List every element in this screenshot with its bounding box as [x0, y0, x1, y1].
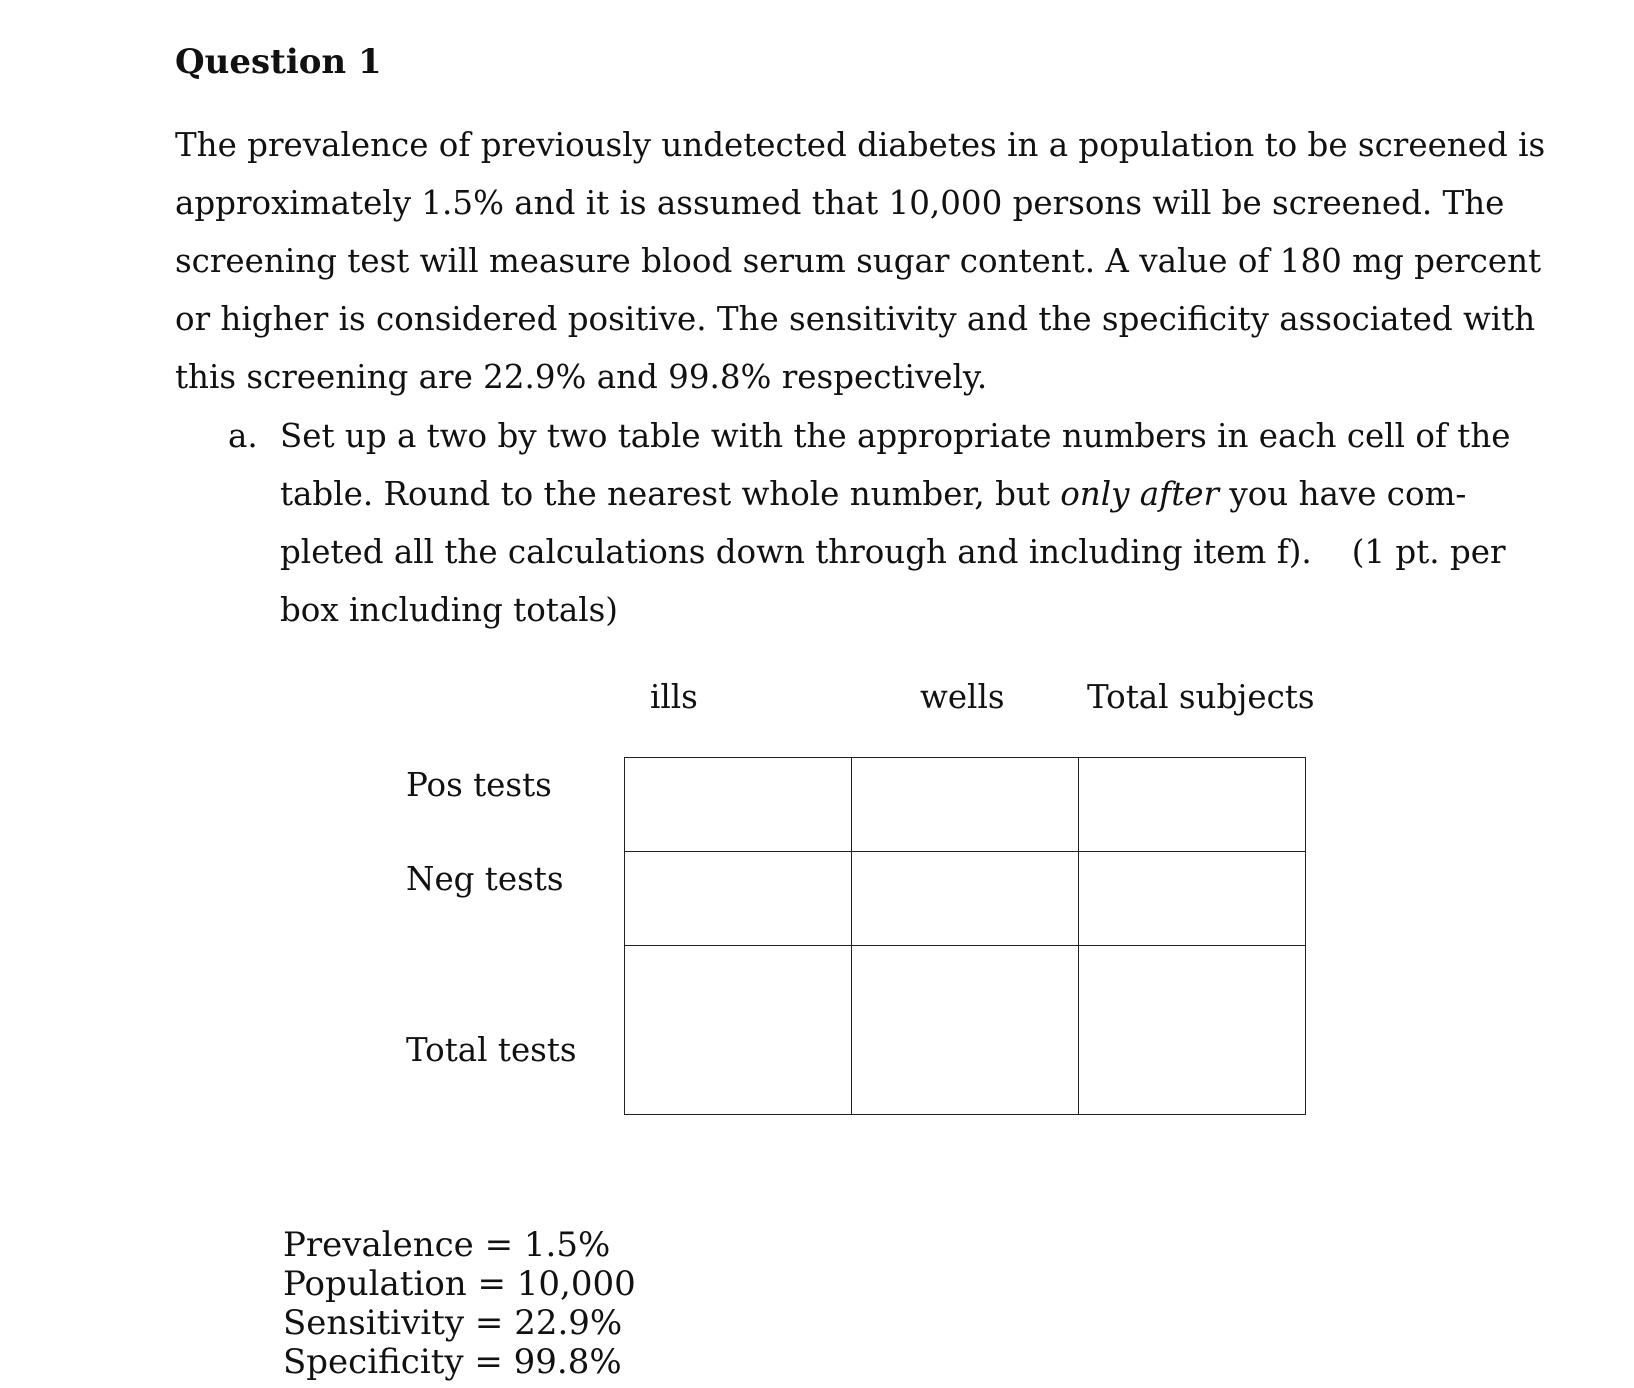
- table-row: [625, 758, 1306, 852]
- item-a-line-2-start: table. Round to the nearest whole number, but: [280, 475, 1061, 513]
- item-a-marker: a.: [228, 417, 258, 455]
- item-a-text: [280, 407, 1580, 639]
- item-a-line-1: Set up a two by two table with the appropriate numbers in each cell of the: [280, 417, 1511, 455]
- cell-neg-wells: [852, 852, 1079, 946]
- row-label-total-tests: Total tests: [406, 1031, 577, 1069]
- column-header-ills: ills: [650, 678, 698, 716]
- cell-pos-total: [1079, 758, 1306, 852]
- item-a-points: (1 pt. per: [1351, 533, 1506, 571]
- intro-line: approximately 1.5% and it is assumed that 10,000 persons will be screened. The: [175, 184, 1505, 222]
- row-label-neg-tests: Neg tests: [406, 860, 564, 898]
- column-header-total-subjects: Total subjects: [1087, 678, 1315, 716]
- given-population: Population = 10,000: [283, 1264, 636, 1304]
- given-prevalence: Prevalence = 1.5%: [283, 1225, 611, 1265]
- table-row: [625, 946, 1306, 1115]
- column-header-wells: wells: [920, 678, 1005, 716]
- cell-pos-ills: [625, 758, 852, 852]
- two-by-two-table: [624, 757, 1306, 1115]
- cell-total-wells: [852, 946, 1079, 1115]
- table-row: [625, 852, 1306, 946]
- item-a-line-2: [280, 465, 1580, 523]
- given-specificity: Specificity = 99.8%: [283, 1342, 622, 1382]
- item-a-emphasis: only after: [1060, 475, 1220, 513]
- intro-line: or higher is considered positive. The sensitivity and the specificity associated with: [175, 300, 1536, 338]
- item-a-line-3-text: pleted all the calculations down through and including item f).: [280, 533, 1312, 571]
- row-label-pos-tests: Pos tests: [406, 766, 552, 804]
- given-values: [283, 1226, 636, 1382]
- cell-pos-wells: [852, 758, 1079, 852]
- question-title: Question 1: [175, 42, 382, 82]
- cell-total-ills: [625, 946, 852, 1115]
- item-a-line-2-end: you have com-: [1219, 475, 1467, 513]
- intro-line: screening test will measure blood serum sugar content. A value of 180 mg percent: [175, 242, 1542, 280]
- item-a-line-3: [280, 523, 1580, 581]
- item-a-line-4: box including totals): [280, 591, 618, 629]
- intro-line: The prevalence of previously undetected diabetes in a population to be screened is: [175, 126, 1546, 164]
- cell-neg-ills: [625, 852, 852, 946]
- cell-total-total: [1079, 946, 1306, 1115]
- given-sensitivity: Sensitivity = 22.9%: [283, 1303, 623, 1343]
- question-intro: [175, 116, 1595, 406]
- intro-line: this screening are 22.9% and 99.8% respectively.: [175, 358, 988, 396]
- cell-neg-total: [1079, 852, 1306, 946]
